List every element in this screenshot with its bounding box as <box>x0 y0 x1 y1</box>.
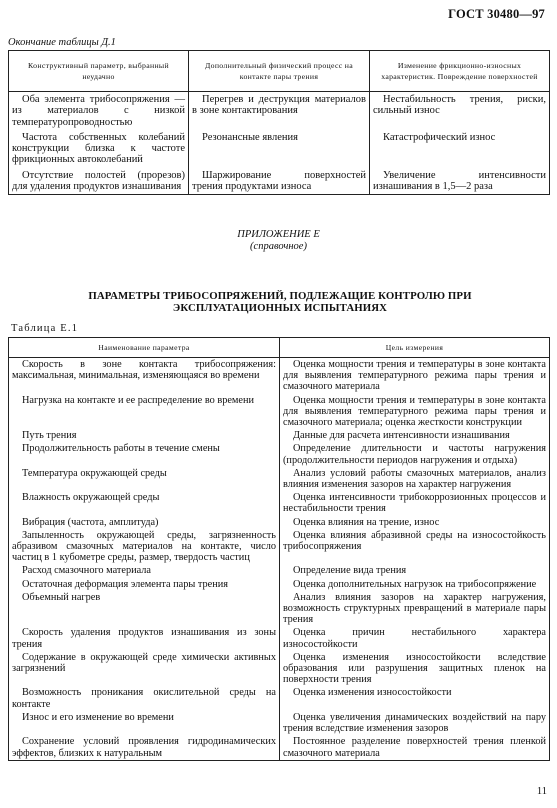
page-number: 11 <box>536 786 547 797</box>
table-cell: Шаржирование поверхностей трения продуктами износа <box>189 168 370 195</box>
table-cell: Нагрузка на контакте и ее распределение во времени <box>9 394 280 430</box>
table-cell: Оценка дополнительных нагрузок на трибосопряжение <box>280 578 550 591</box>
table-cell: Продолжительность работы в течение смены <box>9 442 280 466</box>
table-cell: Перегрев и деструкция материалов в зоне контактирования <box>189 92 370 130</box>
table-row <box>9 711 550 735</box>
table-cell: Остаточная деформация элемента пары трения <box>9 578 280 591</box>
table-d1-header-row <box>9 51 550 92</box>
table-d1 <box>8 50 550 195</box>
table-cell: Скорость удаления продуктов изнашивания из зоны трения <box>9 626 280 650</box>
table-row <box>9 686 550 710</box>
table-cell: Оценка мощности трения и температуры в зоне контакта для выявления температурного режима пары трения и смазочного материала <box>280 358 550 394</box>
table-d1-col-header: Конструктивный параметр, выбранный неудачно <box>9 51 189 92</box>
table-e1 <box>8 337 550 761</box>
table-cell: Определение вида трения <box>280 564 550 577</box>
table-cell: Температура окружающей среды <box>9 467 280 491</box>
appendix-title: ПАРАМЕТРЫ ТРИБОСОПРЯЖЕНИЙ, ПОДЛЕЖАЩИЕ КОНТРОЛЮ ПРИ ЭКСПЛУАТАЦИОННЫХ ИСПЫТАНИЯХ <box>88 290 472 314</box>
table-cell: Данные для расчета интенсивности изнашивания <box>280 429 550 442</box>
table-cell: Оценка увеличения динамических воздействий на пару трения вследствие изменения зазоров <box>280 711 550 735</box>
table-row <box>9 130 550 168</box>
table-row <box>9 442 550 466</box>
table-row <box>9 429 550 442</box>
table-cell: Частота собственных колебаний конструкции близка к частоте фрикционных автоколебаний <box>9 130 189 168</box>
table-cell: Катастрофический износ <box>370 130 550 168</box>
table-row <box>9 651 550 687</box>
table-e1-col-header: Цель измерения <box>280 338 550 358</box>
table-cell: Путь трения <box>9 429 280 442</box>
table-d1-caption: Окончание таблицы Д.1 <box>8 37 116 48</box>
table-row <box>9 467 550 491</box>
table-cell: Возможность проникания окислительной среды на контакте <box>9 686 280 710</box>
standard-header: ГОСТ 30480—97 <box>448 7 545 21</box>
table-e1-header-row <box>9 338 550 358</box>
table-row <box>9 168 550 195</box>
table-cell: Определение длительности и частоты нагружения (продолжительности периодов нагружения и отдыха) <box>280 442 550 466</box>
table-row <box>9 578 550 591</box>
table-row <box>9 394 550 430</box>
table-cell: Оценка изменения износостойкости вследствие образования или разрушения защитных пленок на поверхности трения <box>280 651 550 687</box>
table-d1-col-header: Изменение фрикционно-износных характеристик. Повреждение поверхностей <box>370 51 550 92</box>
table-cell: Оценка интенсивности трибокоррозионных процессов и нестабильности трения <box>280 491 550 515</box>
table-cell: Оценка влияния абразивной среды на износостойкость трибосопряжения <box>280 529 550 565</box>
table-row <box>9 92 550 130</box>
table-e1-label: Таблица Е.1 <box>11 323 79 334</box>
table-cell: Постоянное разделение поверхностей трения пленкой смазочного материала <box>280 735 550 760</box>
table-cell: Влажность окружающей среды <box>9 491 280 515</box>
table-e1-col-header: Наименование параметра <box>9 338 280 358</box>
table-cell: Отсутствие полостей (прорезов) для удаления продуктов изнашивания <box>9 168 189 195</box>
table-row <box>9 491 550 515</box>
table-cell: Увеличение интенсивности изнашивания в 1,5—2 раза <box>370 168 550 195</box>
table-cell: Анализ условий работы смазочных материалов, анализ влияния изменения зазоров на характер нагружения <box>280 467 550 491</box>
table-row <box>9 358 550 394</box>
table-cell: Анализ влияния зазоров на характер нагружения, возможность структурных превращений в материале пары трения <box>280 591 550 627</box>
table-cell: Скорость в зоне контакта трибосопряжения: максимальная, минимальная, изменяющаяся во времени <box>9 358 280 394</box>
table-cell: Оценка изменения износостойкости <box>280 686 550 710</box>
table-cell: Оценка влияния на трение, износ <box>280 516 550 529</box>
table-row <box>9 529 550 565</box>
table-cell: Оба элемента трибосопряжения — из материалов с низкой температуропроводностью <box>9 92 189 130</box>
table-d1-col-header: Дополнительный физический процесс на контакте пары трения <box>189 51 370 92</box>
table-cell: Запыленность окружающей среды, загрязненность абразивом смазочных материалов на контакте, число частиц в 1 кубометре среды, размер, твердость частиц <box>9 529 280 565</box>
table-row <box>9 626 550 650</box>
table-cell: Содержание в окружающей среде химически активных загрязнений <box>9 651 280 687</box>
appendix-label: ПРИЛОЖЕНИЕ Е <box>237 229 320 240</box>
table-row <box>9 564 550 577</box>
table-cell: Расход смазочного материала <box>9 564 280 577</box>
table-cell: Резонансные явления <box>189 130 370 168</box>
table-cell: Износ и его изменение во времени <box>9 711 280 735</box>
table-cell: Оценка причин нестабильного характера износостойкости <box>280 626 550 650</box>
table-cell: Вибрация (частота, амплитуда) <box>9 516 280 529</box>
table-cell: Сохранение условий проявления гидродинамических эффектов, близких к натуральным <box>9 735 280 760</box>
table-cell: Нестабильность трения, риски, сильный износ <box>370 92 550 130</box>
table-row <box>9 735 550 760</box>
table-row <box>9 516 550 529</box>
table-cell: Объемный нагрев <box>9 591 280 627</box>
table-cell: Оценка мощности трения и температуры в зоне контакта для выявления температурного режима пары трения и смазочного материала; оценка жесткости конструкции <box>280 394 550 430</box>
table-row <box>9 591 550 627</box>
appendix-note: (справочное) <box>250 241 307 252</box>
